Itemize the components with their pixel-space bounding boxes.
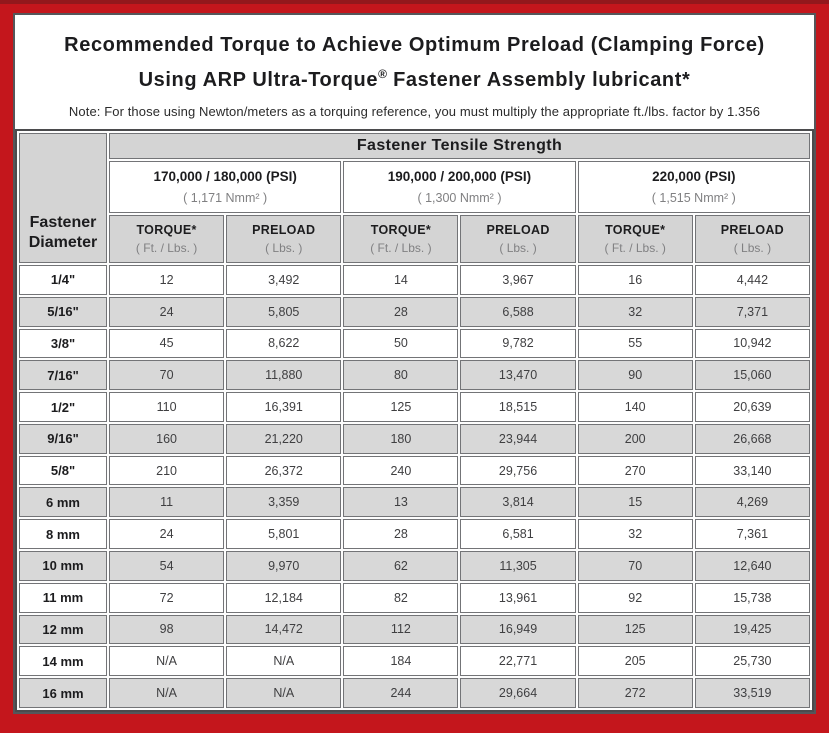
cell-value: 200 [578, 424, 693, 454]
preload-unit: ( Lbs. ) [265, 241, 303, 255]
psi-group-3 [578, 161, 810, 213]
psi-group-2 [343, 161, 575, 213]
cell-value: 62 [343, 551, 458, 581]
torque-label: TORQUE* [136, 223, 197, 237]
cell-value: 55 [578, 329, 693, 359]
cell-value: 45 [109, 329, 224, 359]
cell-diameter: 7/16" [19, 360, 107, 390]
conversion-note: Note: For those using Newton/meters as a torquing reference, you must multiply the appropriate ft./lbs. factor by 1.356 [68, 104, 761, 119]
cell-value: 3,967 [460, 265, 575, 295]
table-row [19, 615, 810, 645]
cell-value: 14,472 [226, 615, 341, 645]
cell-value: N/A [109, 678, 224, 708]
cell-value: 11,305 [460, 551, 575, 581]
cell-value: 180 [343, 424, 458, 454]
page-title-line2 [23, 60, 806, 95]
preload-label: PRELOAD [486, 223, 550, 237]
cell-value: 8,622 [226, 329, 341, 359]
cell-diameter: 1/4" [19, 265, 107, 295]
cell-value: 160 [109, 424, 224, 454]
torque-unit: ( Ft. / Lbs. ) [135, 241, 198, 255]
preload-label: PRELOAD [720, 223, 784, 237]
cell-value: 210 [109, 456, 224, 486]
cell-value: 24 [109, 297, 224, 327]
cell-value: 28 [343, 297, 458, 327]
cell-value: 112 [343, 615, 458, 645]
cell-value: 3,814 [460, 487, 575, 517]
table-body [19, 265, 810, 708]
cell-value: 90 [578, 360, 693, 390]
cell-value: 12,184 [226, 583, 341, 613]
cell-value: 15 [578, 487, 693, 517]
title-line2-pre: Using ARP Ultra-Torque [138, 69, 379, 91]
cell-value: N/A [109, 646, 224, 676]
table-row [19, 678, 810, 708]
cell-value: 270 [578, 456, 693, 486]
table-row [19, 456, 810, 486]
cell-value: 13,470 [460, 360, 575, 390]
cell-value: 20,639 [695, 392, 810, 422]
cell-value: 54 [109, 551, 224, 581]
cell-value: 15,738 [695, 583, 810, 613]
cell-value: 5,805 [226, 297, 341, 327]
preload-column-header-3 [695, 215, 810, 263]
table-row [19, 424, 810, 454]
preload-column-header-1 [226, 215, 341, 263]
torque-table [15, 129, 814, 712]
torque-unit: ( Ft. / Lbs. ) [604, 241, 666, 255]
preload-column-header-2 [460, 215, 575, 263]
cell-value: 4,442 [695, 265, 810, 295]
table-row [19, 551, 810, 581]
psi-group-2-label: 190,000 / 200,000 (PSI) [387, 169, 532, 184]
cell-value: N/A [226, 678, 341, 708]
cell-diameter: 16 mm [19, 678, 107, 708]
table-row [19, 583, 810, 613]
cell-diameter: 8 mm [19, 519, 107, 549]
cell-value: 125 [343, 392, 458, 422]
cell-value: 3,492 [226, 265, 341, 295]
cell-value: 4,269 [695, 487, 810, 517]
cell-value: 19,425 [695, 615, 810, 645]
cell-value: 12 [109, 265, 224, 295]
cell-diameter: 14 mm [19, 646, 107, 676]
cell-value: 16,391 [226, 392, 341, 422]
cell-value: 244 [343, 678, 458, 708]
table-row [19, 329, 810, 359]
preload-unit: ( Lbs. ) [733, 241, 772, 255]
table-row [19, 519, 810, 549]
cell-value: 184 [343, 646, 458, 676]
table-head [19, 133, 810, 263]
cell-value: 18,515 [460, 392, 575, 422]
cell-value: 125 [578, 615, 693, 645]
torque-label: TORQUE* [370, 223, 431, 237]
cell-value: 82 [343, 583, 458, 613]
page-title-line1: Recommended Torque to Achieve Optimum Preload (Clamping Force) [64, 34, 765, 56]
cell-value: 140 [578, 392, 693, 422]
cell-diameter: 12 mm [19, 615, 107, 645]
cell-value: N/A [226, 646, 341, 676]
registered-trademark-symbol: ® [378, 67, 387, 81]
cell-value: 29,756 [460, 456, 575, 486]
psi-group-1 [109, 161, 341, 213]
cell-diameter: 10 mm [19, 551, 107, 581]
header-row-columns [19, 215, 810, 263]
cell-value: 14 [343, 265, 458, 295]
document-page [13, 13, 816, 714]
cell-value: 15,060 [695, 360, 810, 390]
preload-unit: ( Lbs. ) [499, 241, 537, 255]
cell-value: 3,359 [226, 487, 341, 517]
cell-value: 11,880 [226, 360, 341, 390]
cell-value: 80 [343, 360, 458, 390]
cell-diameter: 9/16" [19, 424, 107, 454]
table-wrapper [15, 129, 814, 712]
cell-value: 16,949 [460, 615, 575, 645]
cell-diameter: 5/8" [19, 456, 107, 486]
psi-group-2-nmm: ( 1,300 Nmm² ) [417, 191, 502, 205]
table-row [19, 392, 810, 422]
torque-column-header-2 [343, 215, 458, 263]
cell-value: 70 [578, 551, 693, 581]
cell-value: 205 [578, 646, 693, 676]
tensile-strength-header: Fastener Tensile Strength [109, 133, 810, 159]
cell-value: 25,730 [695, 646, 810, 676]
cell-diameter: 5/16" [19, 297, 107, 327]
cell-value: 72 [109, 583, 224, 613]
psi-group-1-label: 170,000 / 180,000 (PSI) [153, 169, 297, 184]
psi-group-3-label: 220,000 (PSI) [652, 169, 736, 184]
table-row [19, 646, 810, 676]
cell-value: 11 [109, 487, 224, 517]
cell-value: 32 [578, 297, 693, 327]
header-row-psi-groups [19, 161, 810, 213]
torque-column-header-1 [109, 215, 224, 263]
table-row [19, 360, 810, 390]
cell-value: 7,371 [695, 297, 810, 327]
cell-value: 9,970 [226, 551, 341, 581]
cell-value: 13 [343, 487, 458, 517]
cell-value: 33,140 [695, 456, 810, 486]
cell-value: 92 [578, 583, 693, 613]
cell-value: 13,961 [460, 583, 575, 613]
title-block [15, 15, 814, 129]
header-row-tensile [19, 133, 810, 159]
torque-label: TORQUE* [605, 223, 666, 237]
cell-value: 50 [343, 329, 458, 359]
cell-value: 33,519 [695, 678, 810, 708]
torque-column-header-3 [578, 215, 693, 263]
cell-diameter: 3/8" [19, 329, 107, 359]
cell-value: 26,372 [226, 456, 341, 486]
preload-label: PRELOAD [252, 223, 316, 237]
torque-unit: ( Ft. / Lbs. ) [370, 241, 432, 255]
cell-value: 29,664 [460, 678, 575, 708]
cell-value: 24 [109, 519, 224, 549]
cell-value: 110 [109, 392, 224, 422]
cell-value: 28 [343, 519, 458, 549]
cell-diameter: 6 mm [19, 487, 107, 517]
cell-value: 26,668 [695, 424, 810, 454]
cell-value: 10,942 [695, 329, 810, 359]
psi-group-1-nmm: ( 1,171 Nmm² ) [183, 191, 268, 205]
cell-value: 21,220 [226, 424, 341, 454]
cell-value: 240 [343, 456, 458, 486]
cell-value: 22,771 [460, 646, 575, 676]
cell-diameter: 11 mm [19, 583, 107, 613]
corner-header-fastener-diameter: Fastener Diameter [19, 133, 107, 263]
cell-value: 32 [578, 519, 693, 549]
cell-value: 98 [109, 615, 224, 645]
cell-value: 12,640 [695, 551, 810, 581]
cell-value: 23,944 [460, 424, 575, 454]
cell-value: 9,782 [460, 329, 575, 359]
cell-value: 5,801 [226, 519, 341, 549]
table-row [19, 487, 810, 517]
title-line2-post: Fastener Assembly lubricant* [386, 69, 691, 91]
cell-diameter: 1/2" [19, 392, 107, 422]
cell-value: 16 [578, 265, 693, 295]
cell-value: 7,361 [695, 519, 810, 549]
table-row [19, 297, 810, 327]
cell-value: 272 [578, 678, 693, 708]
table-row [19, 265, 810, 295]
frame-top-line [0, 0, 829, 4]
cell-value: 6,581 [460, 519, 575, 549]
psi-group-3-nmm: ( 1,515 Nmm² ) [651, 191, 736, 205]
cell-value: 70 [109, 360, 224, 390]
cell-value: 6,588 [460, 297, 575, 327]
